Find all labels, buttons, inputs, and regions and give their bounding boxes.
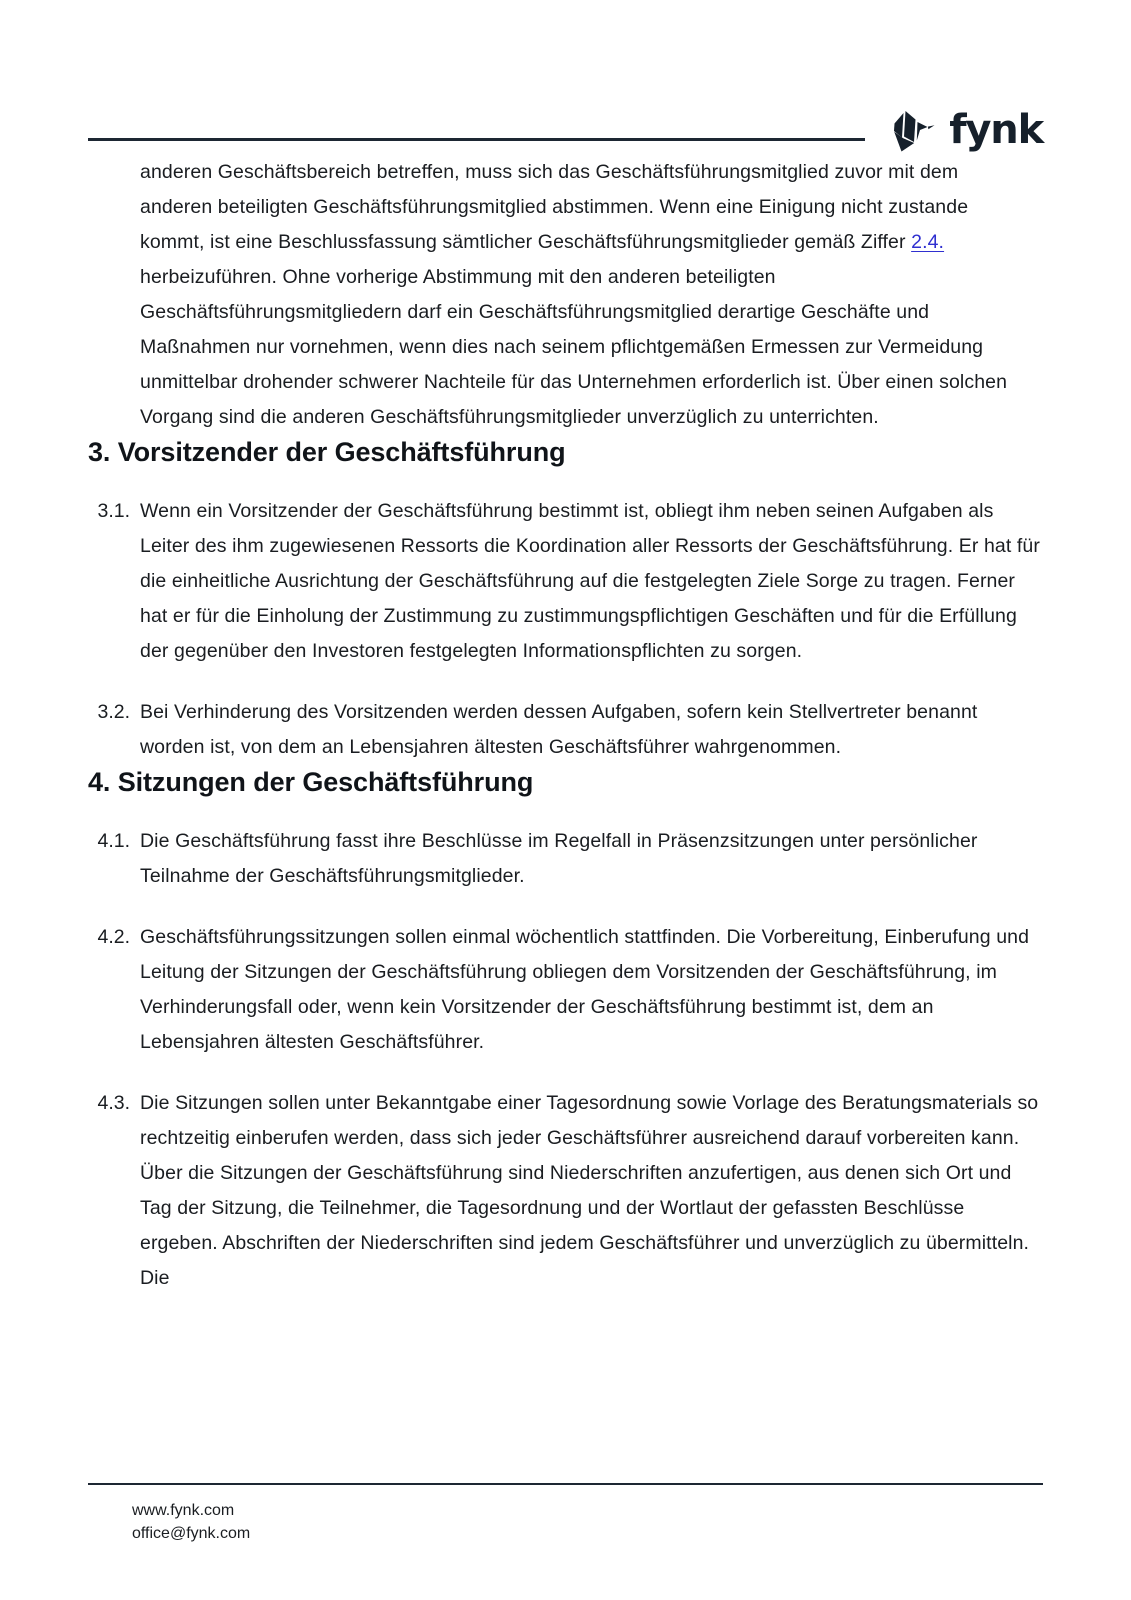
clause-item — [88, 1086, 1043, 1296]
clause-reference-link[interactable]: 2.4. — [911, 231, 945, 253]
clause-item — [88, 695, 1043, 765]
footer-divider-rule — [88, 1483, 1043, 1485]
clause-number: 4.2. — [97, 926, 130, 948]
clause-item — [88, 824, 1043, 894]
brand-logo — [881, 104, 1043, 156]
clause-text: Wenn ein Vorsitzender der Geschäftsführung bestimmt ist, obliegt ihm neben seinen Aufgaben als Leiter des ihm zugewiesenen Ressorts die Koordination aller Ressorts der Geschäftsführung. Er hat für die einheitliche Ausrichtung der Geschäftsführung auf die festgelegten Ziele Sorge zu tragen. Ferner hat er für die Einholung der Zustimmung zu zustimmungspflichtigen Geschäften und für die Erfüllung der gegenüber den Investoren festgelegten Informationspflichten zu sorgen. — [140, 500, 1040, 662]
clause-text: Geschäftsführungssitzungen sollen einmal wöchentlich stattfinden. Die Vorbereitung, Einberufung und Leitung der Sitzungen der Geschäftsführung obliegen dem Vorsitzenden der Geschäftsführung, im Verhinderungsfall oder, wenn kein Vorsitzender der Geschäftsführung bestimmt ist, dem an Lebensjahren ältesten Geschäftsführer. — [140, 926, 1030, 1053]
brand-name: fynk — [949, 107, 1043, 153]
clause-list-section-3 — [88, 494, 1043, 765]
page-footer — [88, 1483, 1043, 1545]
header-divider-rule — [88, 138, 865, 141]
footer-website-link[interactable]: www.fynk.com — [132, 1502, 235, 1519]
clause-text: Bei Verhinderung des Vorsitzenden werden dessen Aufgaben, sofern kein Stellvertreter benannt worden ist, von dem an Lebensjahren ältesten Geschäftsführer wahrgenommen. — [140, 701, 978, 758]
section-heading-4: 4. Sitzungen der Geschäftsführung — [88, 767, 534, 797]
footer-contact-block — [88, 1499, 1043, 1545]
clause-text: Die Sitzungen sollen unter Bekanntgabe einer Tagesordnung sowie Vorlage des Beratungsmaterials so rechtzeitig einberufen werden, dass sich jeder Geschäftsführer ausreichend darauf vorbereiten kann. Über die Sitzungen der Geschäftsführung sind Niederschriften anzufertigen, aus denen sich Ort und Tag der Sitzung, die Teilnehmer, die Tagesordnung und der Wortlaut der gefassten Beschlüsse ergeben. Abschriften der Niederschriften sind jedem Geschäftsführer und unverzüglich zu übermitteln. Die — [140, 1092, 1039, 1289]
clause-number: 4.1. — [97, 830, 130, 852]
section-heading-3: 3. Vorsitzender der Geschäftsführung — [88, 437, 566, 467]
clause-number: 3.2. — [97, 701, 130, 723]
page-header — [88, 100, 1043, 160]
paragraph-text-after-link: herbeizuführen. Ohne vorherige Abstimmung mit den anderen beteiligten Geschäftsführungsmitgliedern darf ein Geschäftsführungsmitglied derartige Geschäfte und Maßnahmen nur vornehmen, wenn dies nach seinem pflichtgemäßen Ermessen zur Vermeidung unmittelbar drohender schwerer Nachteile für das Unternehmen erforderlich ist. Über einen solchen Vorgang sind die anderen Geschäftsführungsmitglieder unverzüglich zu unterrichten. — [140, 266, 1008, 428]
clause-list-section-4 — [88, 824, 1043, 1296]
clause-text: Die Geschäftsführung fasst ihre Beschlüsse im Regelfall in Präsenzsitzungen unter persönlicher Teilnahme der Geschäftsführungsmitglieder. — [140, 830, 978, 887]
origami-bird-icon — [881, 104, 939, 156]
clause-item — [88, 494, 1043, 669]
clause-number: 4.3. — [97, 1092, 130, 1114]
paragraph-text-before-link: anderen Geschäftsbereich betreffen, muss sich das Geschäftsführungsmitglied zuvor mit dem anderen beteiligten Geschäftsführungsmitglied abstimmen. Wenn eine Einigung nicht zustande kommt, ist eine Beschlussfassung sämtlicher Geschäftsführungsmitglieder gemäß Ziffer — [140, 161, 969, 253]
continued-paragraph — [88, 155, 1043, 435]
footer-email-link[interactable]: office@fynk.com — [132, 1525, 251, 1542]
clause-number: 3.1. — [97, 500, 130, 522]
document-body — [88, 155, 1043, 1296]
clause-item — [88, 920, 1043, 1060]
